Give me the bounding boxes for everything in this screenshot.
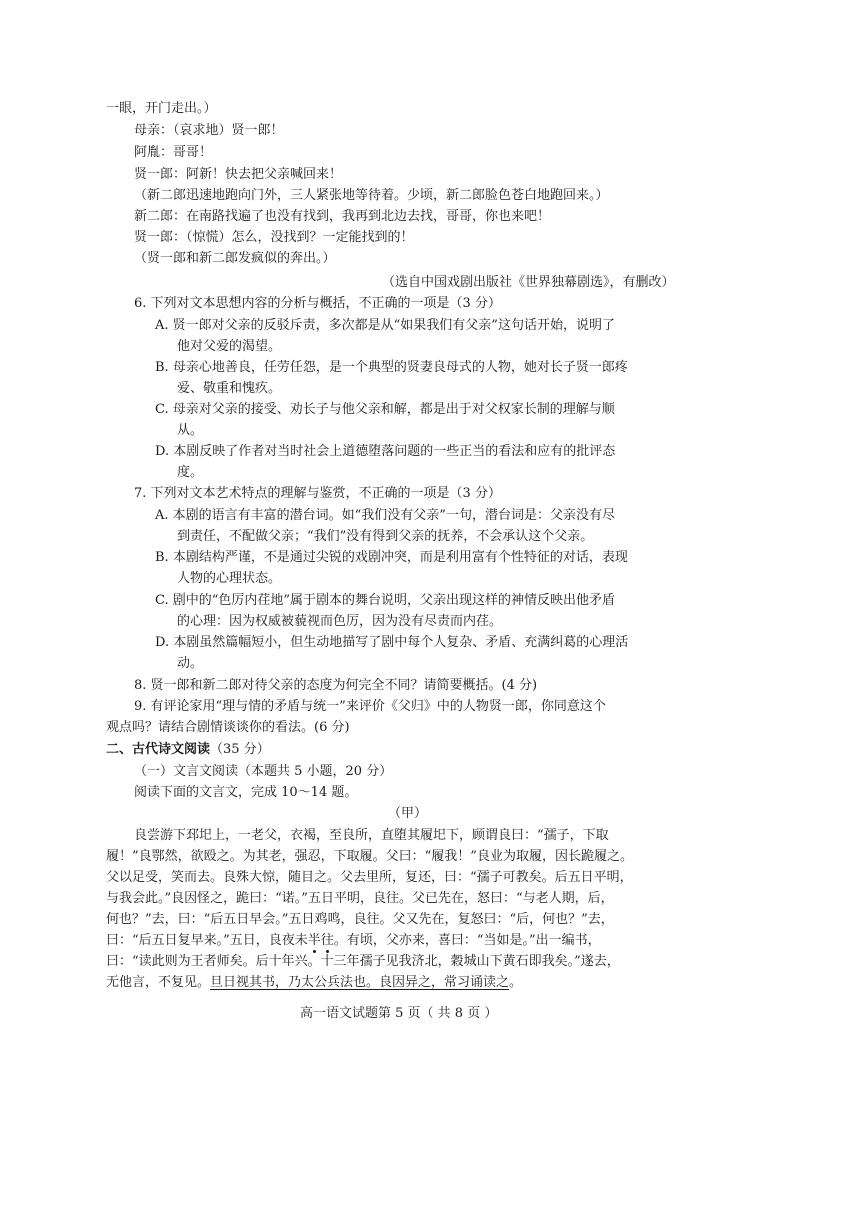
play-line: （新二郎迅速地跑向门外，三人紧张地等待着。少顷，新二郎脸色苍白地跑回来。） xyxy=(134,188,609,203)
question-6-option-c: C. 母亲对父亲的接受、劝长子与他父亲和解，都是出于对父权家长制的理解与顺 xyxy=(155,402,615,417)
source-citation: （选自中国戏剧出版社《世界独幕剧选》，有删改） xyxy=(382,275,675,290)
question-6-option-a: A. 贤一郎对父亲的反驳斥责，多次都是从“如果我们有父亲”这句话开始，说明了 xyxy=(155,318,615,333)
question-8: 8. 贤一郎和新二郎对待父亲的态度为何完全不同？请简要概括。(4 分) xyxy=(134,678,538,693)
question-7-option-c-cont: 的心理：因为权威被藐视而色厉，因为没有尽责而内荏。 xyxy=(177,614,503,629)
question-6-stem: 6. 下列对文本思想内容的分析与概括，不正确的一项是（3 分） xyxy=(134,296,501,311)
emphasized-word: 往 xyxy=(320,933,334,948)
play-line: 母亲：（哀求地）贤一郎！ xyxy=(134,123,284,138)
passage-line: 父以足受，笑而去。良殊大惊，随目之。父去里所，复还，曰：“孺子可教矣。后五日平明， xyxy=(106,870,633,885)
section-score: （35 分） xyxy=(210,742,270,757)
play-line: 新二郎：在南路找遍了也没有找到，我再到北边去找，哥哥，你也来吧！ xyxy=(134,209,551,224)
passage-line: 曰：“读此则为王者师矣。后十年兴。十三年孺子见我济北，穀城山下黄石即我矣。”遂去， xyxy=(106,954,620,969)
question-7-option-a-cont: 到责任，不配做父亲；“我们”没有得到父亲的抚养，不会承认这个父亲。 xyxy=(177,529,594,544)
emphasized-word: 半 xyxy=(307,933,321,948)
passage-line: 履！”良鄂然，欲殴之。为其老，强忍，下取履。父曰：“履我！”良业为取履，因长跪履之。 xyxy=(106,849,633,864)
question-7-option-b-cont: 人物的心理状态。 xyxy=(177,571,282,586)
passage-text: 曰：“后五日复早来。”五日，良夜未 xyxy=(106,933,308,948)
play-line: 一眼，开门走出。） xyxy=(106,101,217,116)
passage-line: 与我会此。”良因怪之，跪曰：“诺。”五日平明，良往。父已先在，怒曰：“与老人期，后， xyxy=(106,891,614,906)
question-7-option-b: B. 本剧结构严谨，不是通过尖锐的戏剧冲突，而是利用富有个性特征的对话，表现 xyxy=(155,550,628,565)
passage-line xyxy=(106,931,601,951)
play-line: （贤一郎和新二郎发疯似的奔出。） xyxy=(134,251,336,266)
question-7-option-d: D. 本剧虽然篇幅短小，但生动地描写了剧中每个人复杂、矛盾、充满纠葛的心理活 xyxy=(155,635,629,650)
question-6-option-d: D. 本剧反映了作者对当时社会上道德堕落问题的一些正当的看法和应有的批评态 xyxy=(155,444,616,459)
passage-text: 。 xyxy=(509,975,523,990)
play-line: 贤一郎：阿新！快去把父亲喊回来！ xyxy=(134,167,343,182)
question-7-option-a: A. 本剧的语言有丰富的潜台词。如“我们没有父亲”一句，潜台词是：父亲没有尽 xyxy=(155,508,615,523)
passage-line xyxy=(106,973,522,993)
question-6-option-b: B. 母亲心地善良，任劳任怨，是一个典型的贤妻良母式的人物，她对长子贤一郎疼 xyxy=(155,360,628,375)
question-7-option-c: C. 剧中的“色厉内荏地”属于剧本的舞台说明，父亲出现这样的神情反映出他矛盾 xyxy=(155,593,616,608)
question-9: 9. 有评论家用“理与情的矛盾与统一”来评价《父归》中的人物贤一郎，你同意这个 xyxy=(134,699,606,714)
play-line: 贤一郎：（惊慌）怎么，没找到？一定能找到的！ xyxy=(134,230,414,245)
question-6-option-a-cont: 他对父爱的渴望。 xyxy=(177,339,282,354)
subsection-heading: （一）文言文阅读（本题共 5 小题，20 分） xyxy=(134,764,393,779)
question-9-cont: 观点吗？请结合剧情谈谈你的看法。(6 分) xyxy=(106,720,350,735)
question-6-option-c-cont: 从。 xyxy=(177,423,204,438)
passage-text: 。有顷，父亦来，喜曰：“当如是。”出一编书， xyxy=(333,933,601,948)
section-title: 二、古代诗文阅读 xyxy=(106,742,211,757)
passage-text: 无他言，不复见。 xyxy=(106,975,211,990)
play-line: 阿胤：哥哥！ xyxy=(134,145,213,160)
page-footer: 高一语文试题第 5 页（ 共 8 页 ） xyxy=(300,1006,498,1021)
section-heading xyxy=(106,740,270,760)
question-6-option-d-cont: 度。 xyxy=(177,465,204,480)
passage-label: （甲） xyxy=(388,806,428,821)
reading-instruction: 阅读下面的文言文，完成 10～14 题。 xyxy=(134,785,358,800)
passage-line: 何也？”去，曰：“后五日早会。”五日鸡鸣，良往。父又先在，复怒曰：“后，何也？”去， xyxy=(106,912,614,927)
underlined-sentence: 旦日视其书，乃太公兵法也。良因异之，常习诵读之 xyxy=(210,975,510,990)
passage-line: 良尝游下邳圯上，一老父，衣褐，至良所，直堕其履圯下，顾谓良曰：“孺子，下取 xyxy=(134,828,609,843)
question-7-stem: 7. 下列对文本艺术特点的理解与鉴赏，不正确的一项是（3 分） xyxy=(134,486,501,501)
question-6-option-b-cont: 爱、敬重和愧疚。 xyxy=(177,381,282,396)
question-7-option-d-cont: 动。 xyxy=(177,656,204,671)
